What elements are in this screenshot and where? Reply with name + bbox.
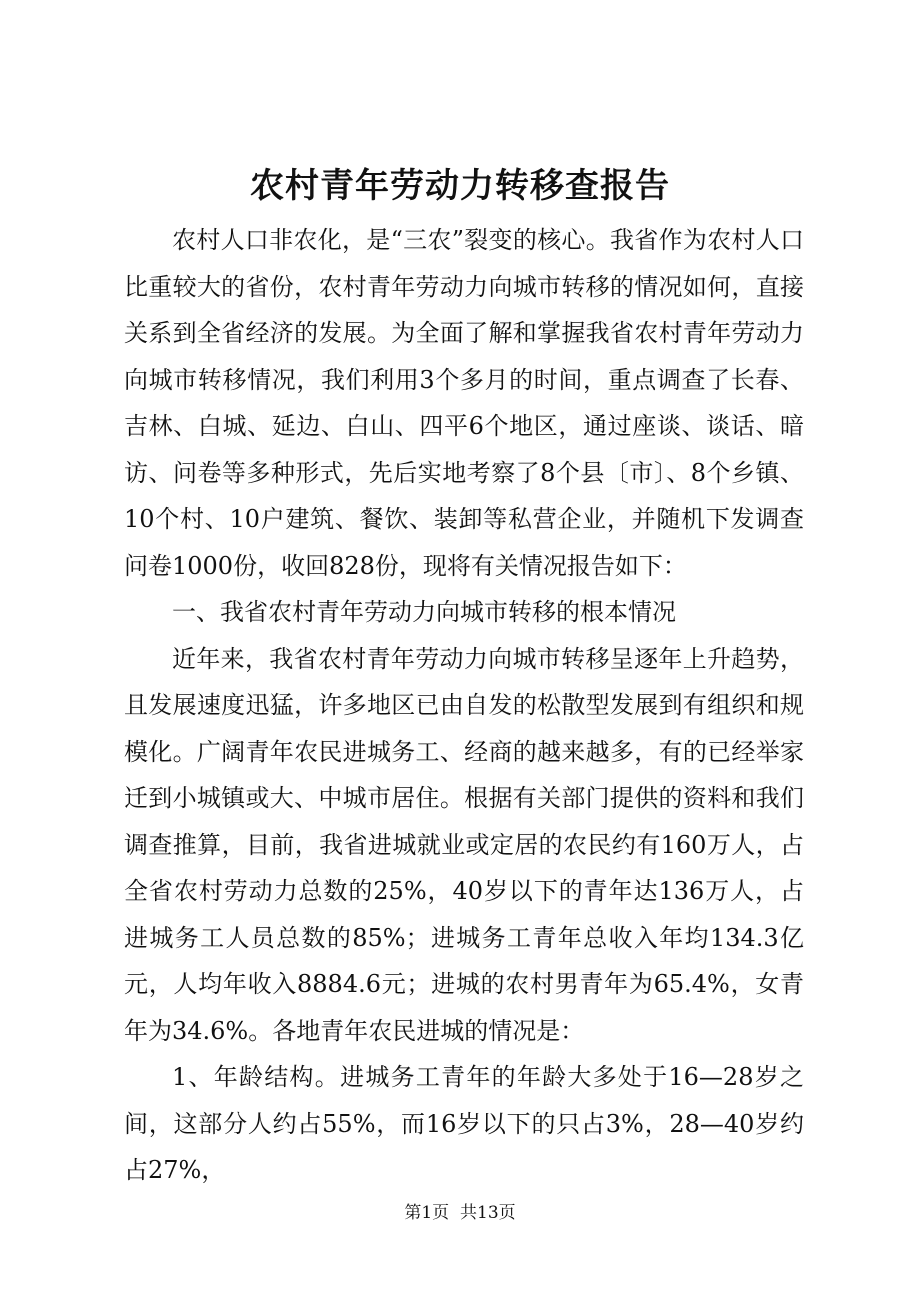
paragraph-age-structure: 1、年龄结构。进城务工青年的年龄大多处于16—28岁之间，这部分人约占55%，而16岁以下的只占3%，28—40岁约占27%， bbox=[124, 1063, 804, 1184]
document-title: 农村青年劳动力转移查报告 bbox=[250, 166, 670, 206]
page-total: 共13页 bbox=[460, 1203, 516, 1223]
page-footer bbox=[0, 1198, 920, 1228]
paragraph-intro: 农村人口非农化，是“三农”裂变的核心。我省作为农村人口比重较大的省份，农村青年劳动力向城市转移的情况如何，直接关系到全省经济的发展。为全面了解和掌握我省农村青年劳动力向城市转移情况，我们利用3个多月的时间，重点调查了长春、吉林、白城、延边、白山、四平6个地区，通过座谈、谈话、暗访、问卷等多种形式，先后实地考察了8个县〔市〕、8个乡镇、10个村、10户建筑、餐饮、装卸等私营企业，并随机下发调查问卷1000份，收回828份，现将有关情况报告如下： bbox=[124, 226, 804, 580]
paragraph-overview: 近年来，我省农村青年劳动力向城市转移呈逐年上升趋势，且发展速度迅猛，许多地区已由自发的松散型发展到有组织和规模化。广阔青年农民进城务工、经商的越来越多，有的已经举家迁到小城镇或大、中城市居住。根据有关部门提供的资料和我们调查推算，目前，我省进城就业或定居的农民约有160万人，占全省农村劳动力总数的25%，40岁以下的青年达136万人，占进城务工人员总数的85%；进城务工青年总收入年均134.3亿元，人均年收入8884.6元；进城的农村男青年为65.4%，女青年为34.6%。各地青年农民进城的情况是： bbox=[124, 644, 804, 1045]
page-number: 第1页 bbox=[404, 1203, 450, 1223]
document-body bbox=[124, 217, 804, 1194]
section-heading: 一、我省农村青年劳动力向城市转移的根本情况 bbox=[172, 598, 676, 626]
